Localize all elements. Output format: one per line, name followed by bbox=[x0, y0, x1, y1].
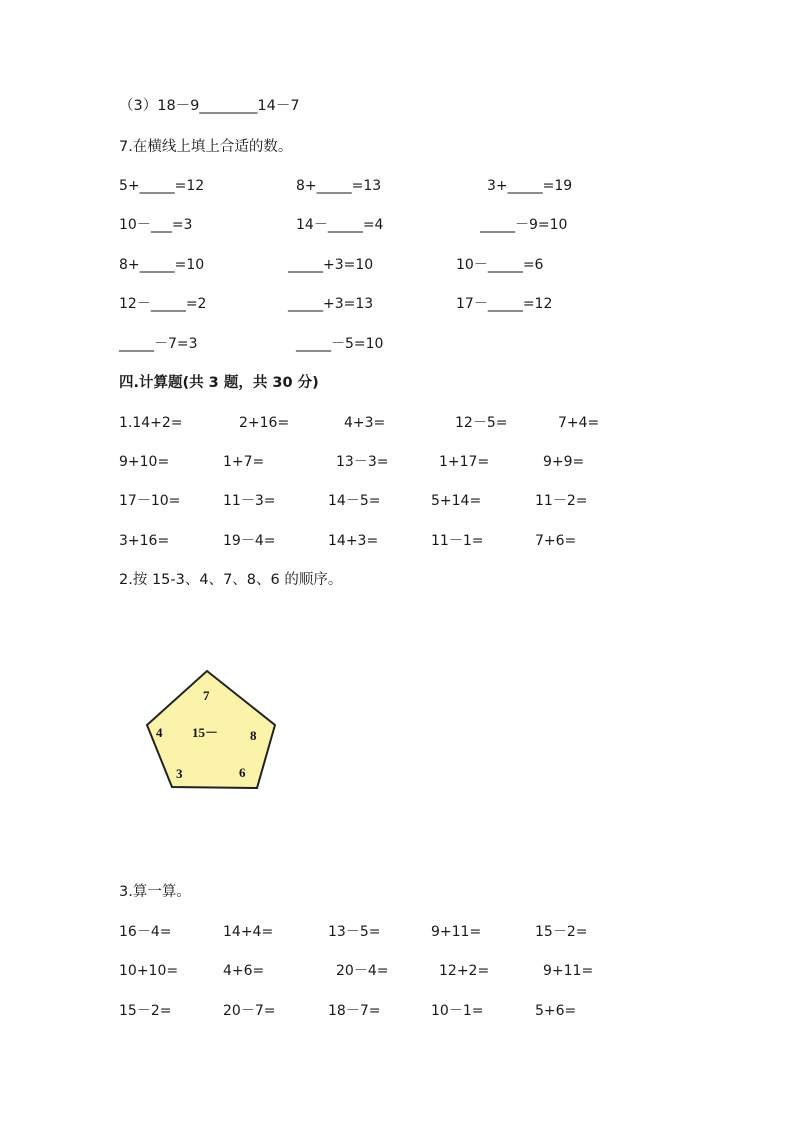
calc-item: 1.14+2= bbox=[119, 415, 183, 431]
calc-item: 7+4= bbox=[558, 415, 600, 431]
calc-item: 9+9= bbox=[543, 454, 585, 470]
calc-item: 15－2= bbox=[535, 924, 588, 940]
calc-item: 11－3= bbox=[223, 493, 276, 509]
calc-item: 14+4= bbox=[223, 924, 274, 940]
fill-blank-item: _____－7=3 bbox=[119, 336, 198, 352]
fill-blank-item: 17－_____=12 bbox=[456, 296, 553, 312]
calc-item: 10+10= bbox=[119, 963, 179, 979]
fill-blank-item: 8+_____=10 bbox=[119, 257, 205, 273]
calc-item: 1+17= bbox=[439, 454, 490, 470]
fill-blank-item: 8+_____=13 bbox=[296, 178, 382, 194]
calc-item: 17－10= bbox=[119, 493, 181, 509]
calc-item: 1+7= bbox=[223, 454, 265, 470]
calc-item: 3+16= bbox=[119, 533, 170, 549]
calc-item: 9+11= bbox=[431, 924, 482, 940]
calc-item: 11－2= bbox=[535, 493, 588, 509]
fill-blank-item: 14－_____=4 bbox=[296, 217, 384, 233]
calc-item: 5+6= bbox=[535, 1003, 577, 1019]
fill-blank-item: _____－5=10 bbox=[296, 336, 384, 352]
calc-item: 9+11= bbox=[543, 963, 594, 979]
fill-blank-item: _____+3=10 bbox=[288, 257, 374, 273]
calc-item: 14－5= bbox=[328, 493, 381, 509]
calc-item: 10－1= bbox=[431, 1003, 484, 1019]
calc-item: 13－3= bbox=[336, 454, 389, 470]
q6-item-3: （3）18－9________14－7 bbox=[119, 98, 300, 114]
pentagon-figure bbox=[140, 665, 280, 795]
calc-item: 7+6= bbox=[535, 533, 577, 549]
q7-title: 7.在横线上填上合适的数。 bbox=[119, 139, 293, 155]
calc-item: 4+3= bbox=[344, 415, 386, 431]
q2-title: 2.按 15-3、4、7、8、6 的顺序。 bbox=[119, 572, 343, 588]
pentagon-bottom-left-number: 3 bbox=[176, 766, 183, 781]
calc-item: 5+14= bbox=[431, 493, 482, 509]
pentagon-bottom-right-number: 6 bbox=[239, 765, 246, 780]
calc-item: 15－2= bbox=[119, 1003, 172, 1019]
calc-item: 9+10= bbox=[119, 454, 170, 470]
pentagon-left-number: 4 bbox=[156, 725, 163, 740]
calc-item: 16－4= bbox=[119, 924, 172, 940]
pentagon-right-number: 8 bbox=[250, 728, 257, 743]
calc-item: 12－5= bbox=[455, 415, 508, 431]
calc-item: 2+16= bbox=[239, 415, 290, 431]
pentagon-top-number: 7 bbox=[203, 688, 210, 703]
fill-blank-item: 12－_____=2 bbox=[119, 296, 207, 312]
calc-item: 13－5= bbox=[328, 924, 381, 940]
fill-blank-item: _____+3=13 bbox=[288, 296, 374, 312]
fill-blank-item: _____－9=10 bbox=[480, 217, 568, 233]
calc-item: 4+6= bbox=[223, 963, 265, 979]
q3-title: 3.算一算。 bbox=[119, 884, 191, 900]
pentagon-svg bbox=[140, 665, 280, 795]
calc-item: 18－7= bbox=[328, 1003, 381, 1019]
fill-blank-item: 10－___=3 bbox=[119, 217, 193, 233]
calc-item: 12+2= bbox=[439, 963, 490, 979]
calc-item: 20－4= bbox=[336, 963, 389, 979]
pentagon-center-label: 15－ bbox=[192, 725, 219, 740]
section-4-title: 四.计算题(共 3 题，共 30 分) bbox=[119, 375, 319, 391]
fill-blank-item: 5+_____=12 bbox=[119, 178, 205, 194]
calc-item: 20－7= bbox=[223, 1003, 276, 1019]
calc-item: 14+3= bbox=[328, 533, 379, 549]
calc-item: 11－1= bbox=[431, 533, 484, 549]
fill-blank-item: 3+_____=19 bbox=[487, 178, 573, 194]
fill-blank-item: 10－_____=6 bbox=[456, 257, 544, 273]
calc-item: 19－4= bbox=[223, 533, 276, 549]
